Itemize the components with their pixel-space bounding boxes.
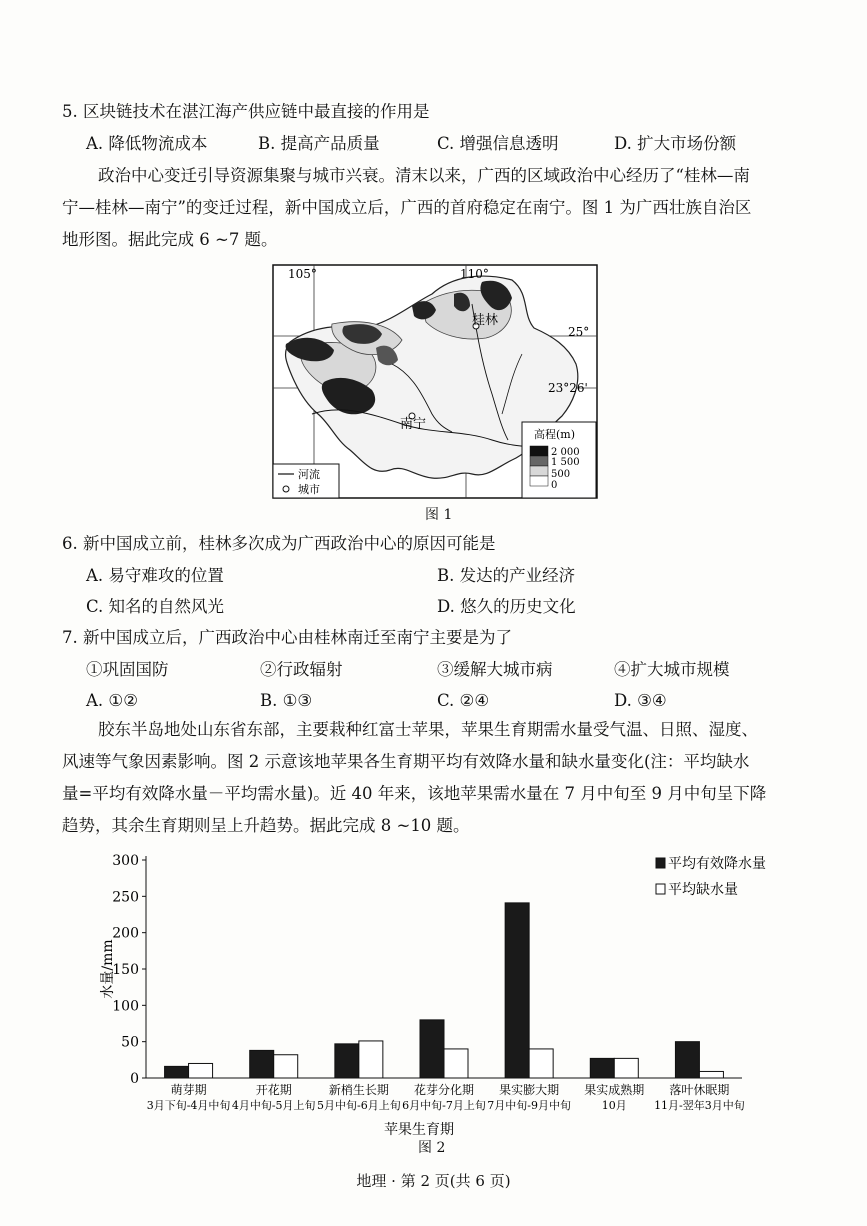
figure1-caption: 图 1 bbox=[425, 507, 453, 523]
y-tick-label: 0 bbox=[130, 1071, 139, 1087]
passage1-line1: 政治中心变迁引导资源集聚与城市兴衰。清末以来，广西的区域政治中心经历了“桂林—南 bbox=[98, 166, 750, 185]
bar-deficit bbox=[189, 1063, 213, 1078]
apple-water-chart bbox=[96, 848, 796, 1158]
q7-item-3: ③缓解大城市病 bbox=[437, 660, 553, 679]
map-legend-0: 0 bbox=[551, 480, 558, 491]
q6-stem: 6. 新中国成立前，桂林多次成为广西政治中心的原因可能是 bbox=[62, 534, 496, 553]
x-category-period: 6月中旬-7月上旬 bbox=[402, 1099, 486, 1112]
bar-precip bbox=[590, 1058, 614, 1078]
legend-swatch-0 bbox=[530, 476, 548, 486]
q5-option-a: A. 降低物流成本 bbox=[86, 134, 208, 153]
map-legend-1500: 1 500 bbox=[551, 457, 580, 468]
q6-option-b: B. 发达的产业经济 bbox=[437, 566, 576, 585]
x-category-label: 新梢生长期 bbox=[328, 1083, 389, 1097]
y-tick-label: 100 bbox=[112, 998, 139, 1015]
legend-label: 平均缺水量 bbox=[668, 882, 738, 898]
bar-deficit bbox=[444, 1049, 468, 1078]
map-lat-25: 25° bbox=[568, 325, 590, 339]
map-lon-105: 105° bbox=[288, 267, 317, 281]
bar-precip bbox=[675, 1042, 699, 1078]
q7-option-b: B. ①③ bbox=[260, 691, 313, 710]
x-category-period: 11月-翌年3月中旬 bbox=[654, 1099, 745, 1112]
x-category-label: 开花期 bbox=[255, 1083, 292, 1097]
bar-precip bbox=[420, 1020, 444, 1078]
map-legend-city: 城市 bbox=[298, 483, 320, 496]
bar-precip bbox=[165, 1066, 189, 1078]
passage2-line3: 量=平均有效降水量－平均需水量)。近 40 年来，该地苹果需水量在 7 月中旬至 9 月中旬呈下降 bbox=[62, 784, 767, 803]
map-lat-2326: 23°26' bbox=[548, 381, 588, 395]
q7-option-c: C. ②④ bbox=[437, 691, 490, 710]
bar-precip bbox=[335, 1044, 359, 1078]
q5-option-d: D. 扩大市场份额 bbox=[614, 134, 737, 153]
map-legend-title: 高程(m) bbox=[534, 428, 576, 441]
q7-item-1: ①巩固国防 bbox=[86, 660, 169, 679]
x-category-label: 落叶休眠期 bbox=[669, 1083, 730, 1097]
legend-city-marker bbox=[283, 486, 289, 492]
x-category-period: 4月中旬-5月上旬 bbox=[231, 1099, 316, 1112]
legend-swatch-500 bbox=[530, 466, 548, 476]
q7-option-d: D. ③④ bbox=[614, 691, 667, 710]
x-category-label: 果实成熟期 bbox=[584, 1083, 645, 1097]
x-category-period: 3月下旬-4月中旬 bbox=[146, 1099, 231, 1112]
x-category-period: 10月 bbox=[601, 1099, 627, 1112]
map-legend-500: 500 bbox=[551, 469, 571, 480]
x-category-period: 5月中旬-6月上旬 bbox=[316, 1099, 401, 1112]
passage2-line4: 趋势，其余生育期则呈上升趋势。据此完成 8 ~10 题。 bbox=[62, 816, 470, 835]
map-city-nanning: 南宁 bbox=[400, 417, 427, 432]
bar-deficit bbox=[359, 1041, 383, 1078]
passage2-line1: 胶东半岛地处山东省东部，主要栽种红富士苹果，苹果生育期需水量受气温、日照、湿度、 bbox=[98, 720, 758, 739]
map-lon-110: 110° bbox=[460, 267, 489, 281]
y-tick-label: 50 bbox=[121, 1034, 139, 1051]
bar-deficit bbox=[699, 1071, 723, 1078]
q6-option-a: A. 易守难攻的位置 bbox=[86, 566, 224, 585]
x-category-label: 花芽分化期 bbox=[413, 1083, 475, 1097]
y-tick-label: 200 bbox=[112, 925, 139, 942]
passage2-line2: 风速等气象因素影响。图 2 示意该地苹果各生育期平均有效降水量和缺水量变化(注：平均缺水 bbox=[62, 752, 750, 771]
x-category-label: 果实膨大期 bbox=[499, 1083, 560, 1097]
y-tick-label: 300 bbox=[112, 853, 139, 869]
passage1-line2: 宁—桂林—南宁”的变迁过程，新中国成立后，广西的首府稳定在南宁。图 1 为广西壮族自治区 bbox=[62, 198, 752, 217]
x-category-period: 7月中旬-9月中旬 bbox=[487, 1099, 572, 1112]
map-legend-2000: 2 000 bbox=[551, 447, 580, 458]
y-tick-label: 150 bbox=[112, 962, 139, 978]
bar-deficit bbox=[529, 1049, 553, 1078]
legend-label: 平均有效降水量 bbox=[668, 856, 766, 872]
legend-swatch-1500 bbox=[530, 456, 548, 466]
q6-option-c: C. 知名的自然风光 bbox=[86, 597, 225, 616]
legend-swatch bbox=[656, 858, 665, 868]
passage1-line3: 地形图。据此完成 6 ~7 题。 bbox=[62, 230, 278, 249]
legend-swatch-2000 bbox=[530, 446, 548, 456]
guangxi-terrain-map bbox=[272, 264, 598, 500]
x-category-label: 萌芽期 bbox=[170, 1083, 207, 1097]
bar-deficit bbox=[274, 1055, 298, 1078]
q7-item-4: ④扩大城市规模 bbox=[614, 660, 730, 679]
x-axis-label: 苹果生育期 bbox=[384, 1122, 454, 1138]
q7-stem: 7. 新中国成立后，广西政治中心由桂林南迁至南宁主要是为了 bbox=[62, 628, 512, 647]
legend-swatch bbox=[656, 884, 665, 894]
q6-option-d: D. 悠久的历史文化 bbox=[437, 597, 576, 616]
q5-stem: 5. 区块链技术在湛江海产供应链中最直接的作用是 bbox=[62, 102, 430, 121]
bar-precip bbox=[250, 1050, 274, 1078]
y-tick-label: 250 bbox=[112, 889, 139, 906]
bar-precip bbox=[505, 903, 529, 1078]
bar-deficit bbox=[614, 1058, 638, 1078]
map-city-guilin: 桂林 bbox=[472, 313, 499, 328]
q5-option-b: B. 提高产品质量 bbox=[258, 134, 380, 153]
q5-option-c: C. 增强信息透明 bbox=[437, 134, 559, 153]
y-axis-label: 水量/mm bbox=[100, 939, 116, 999]
map-legend-river: 河流 bbox=[298, 468, 320, 481]
page-footer: 地理 · 第 2 页(共 6 页) bbox=[356, 1172, 511, 1190]
figure2-caption: 图 2 bbox=[418, 1140, 446, 1156]
q7-option-a: A. ①② bbox=[86, 691, 138, 710]
q7-item-2: ②行政辐射 bbox=[260, 660, 343, 679]
